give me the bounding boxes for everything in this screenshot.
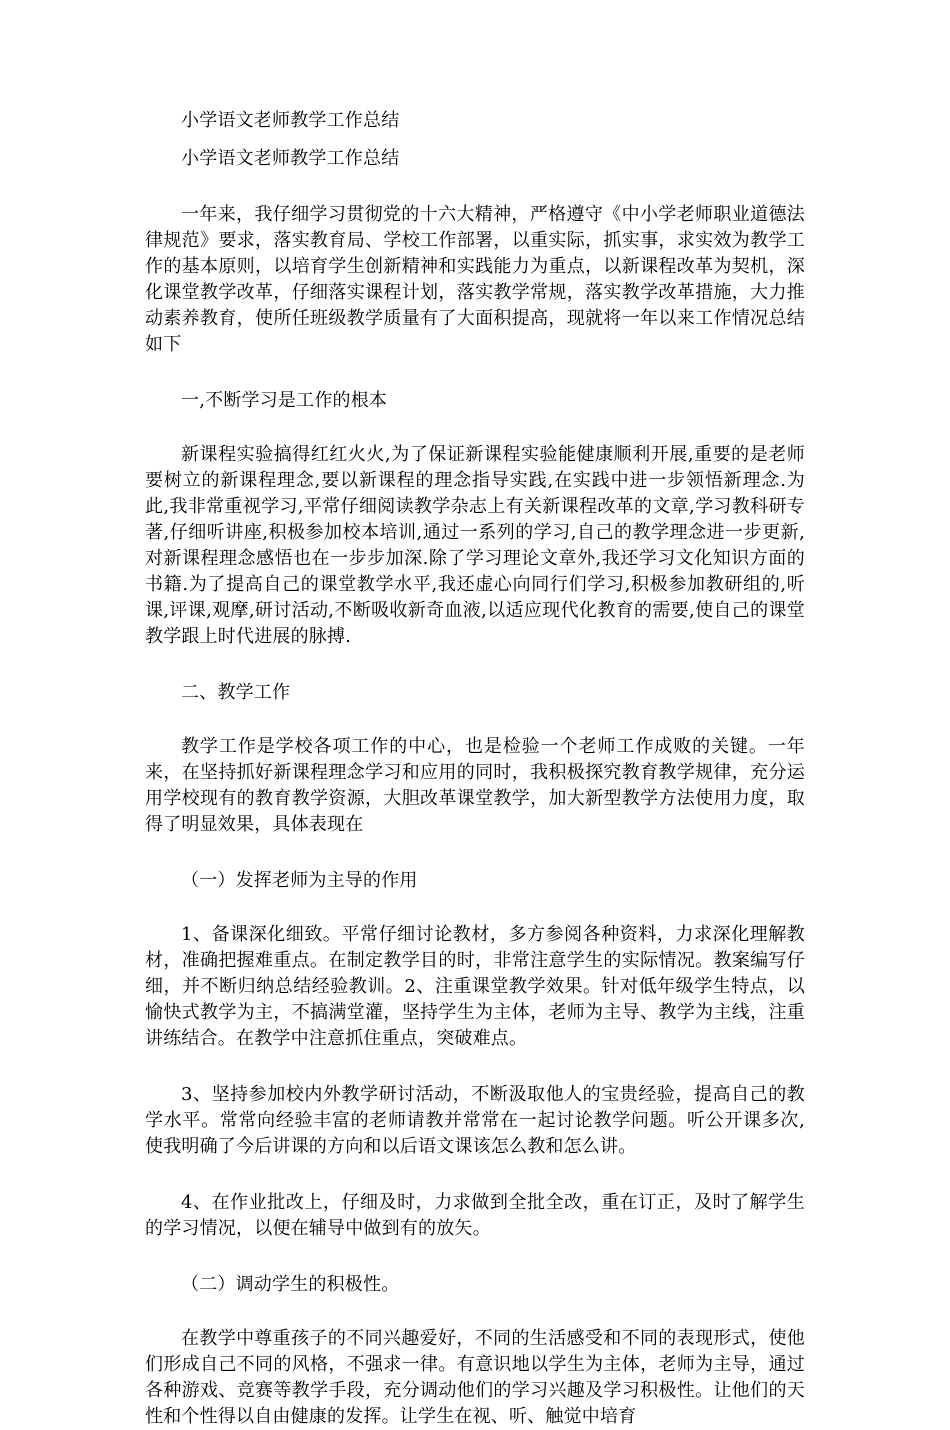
subsection-2-heading: （二）调动学生的积极性。: [181, 1274, 400, 1295]
section-2-paragraph: 教学工作是学校各项工作的中心，也是检验一个老师工作成败的关键。一年来，在坚持抓好新课程理念学习和应用的同时，我积极探究教育教学规律，充分运用学校现有的教育教学资源，大胆改革课堂教学，加大新型教学方法使用力度，取得了明显效果，具体表现在: [145, 736, 805, 835]
item-3-paragraph: 3、坚持参加校内外教学研讨活动，不断汲取他人的宝贵经验，提高自己的教学水平。常常向经验丰富的老师请教并常常在一起讨论教学问题。听公开课多次,使我明确了今后讲课的方向和以后语文课该怎么教和怎么讲。: [145, 1084, 805, 1157]
intro-paragraph: 一年来，我仔细学习贯彻党的十六大精神，严格遵守《中小学老师职业道德法律规范》要求，落实教育局、学校工作部署，以重实际，抓实事，求实效为教学工作的基本原则，以培育学生创新精神和实践能力为重点，以新课程改革为契机，深化课堂教学改革，仔细落实课程计划，落实教学常规，落实教学改革措施，大力推动素养教育，使所任班级教学质量有了大面积提高，现就将一年以来工作情况总结如下: [145, 204, 805, 355]
section-1-heading: 一,不断学习是工作的根本: [181, 390, 388, 411]
item-4-paragraph: 4、在作业批改上，仔细及时，力求做到全批全改，重在订正，及时了解学生的学习情况，以便在辅导中做到有的放矢。: [145, 1192, 805, 1239]
subsection-1-heading: （一）发挥老师为主导的作用: [181, 870, 418, 891]
section-2-heading: 二、教学工作: [181, 682, 291, 703]
document-subtitle: 小学语文老师教学工作总结: [181, 148, 400, 169]
section-1-paragraph: 新课程实验搞得红红火火,为了保证新课程实验能健康顺利开展,重要的是老师要树立的新课程理念,要以新课程的理念指导实践,在实践中进一步领悟新理念.为此,我非常重视学习,平常仔细阅读教学杂志上有关新课程改革的文章,学习教科研专著,仔细听讲座,积极参加校本培训,通过一系列的学习,自己的教学理念进一步更新,对新课程理念感悟也在一步步加深.除了学习理论文章外,我还学习文化知识方面的书籍.为了提高自己的课堂教学水平,我还虚心向同行们学习,积极参加教研组的,听课,评课,观摩,研讨活动,不断吸收新奇血液,以适应现代化教育的需要,使自己的课堂教学跟上时代进展的脉搏.: [145, 444, 805, 647]
document-title: 小学语文老师教学工作总结: [181, 110, 400, 131]
subsection-2-paragraph: 在教学中尊重孩子的不同兴趣爱好，不同的生活感受和不同的表现形式，使他们形成自己不同的风格，不强求一律。有意识地以学生为主体，老师为主导，通过各种游戏、竞赛等教学手段，充分调动他们的学习兴趣及学习积极性。让他们的天性和个性得以自由健康的发挥。让学生在视、听、触觉中培育: [145, 1328, 805, 1427]
document-page: [145, 108, 805, 1430]
item-1-2-paragraph: 1、备课深化细致。平常仔细讨论教材，多方参阅各种资料，力求深化理解教材，准确把握难重点。在制定教学目的时，非常注意学生的实际情况。教案编写仔细，并不断归纳总结经验教训。2、注重课堂教学效果。针对低年级学生特点，以愉快式教学为主，不搞满堂灌，坚持学生为主体，老师为主导、教学为主线，注重讲练结合。在教学中注意抓住重点，突破难点。: [145, 924, 805, 1049]
